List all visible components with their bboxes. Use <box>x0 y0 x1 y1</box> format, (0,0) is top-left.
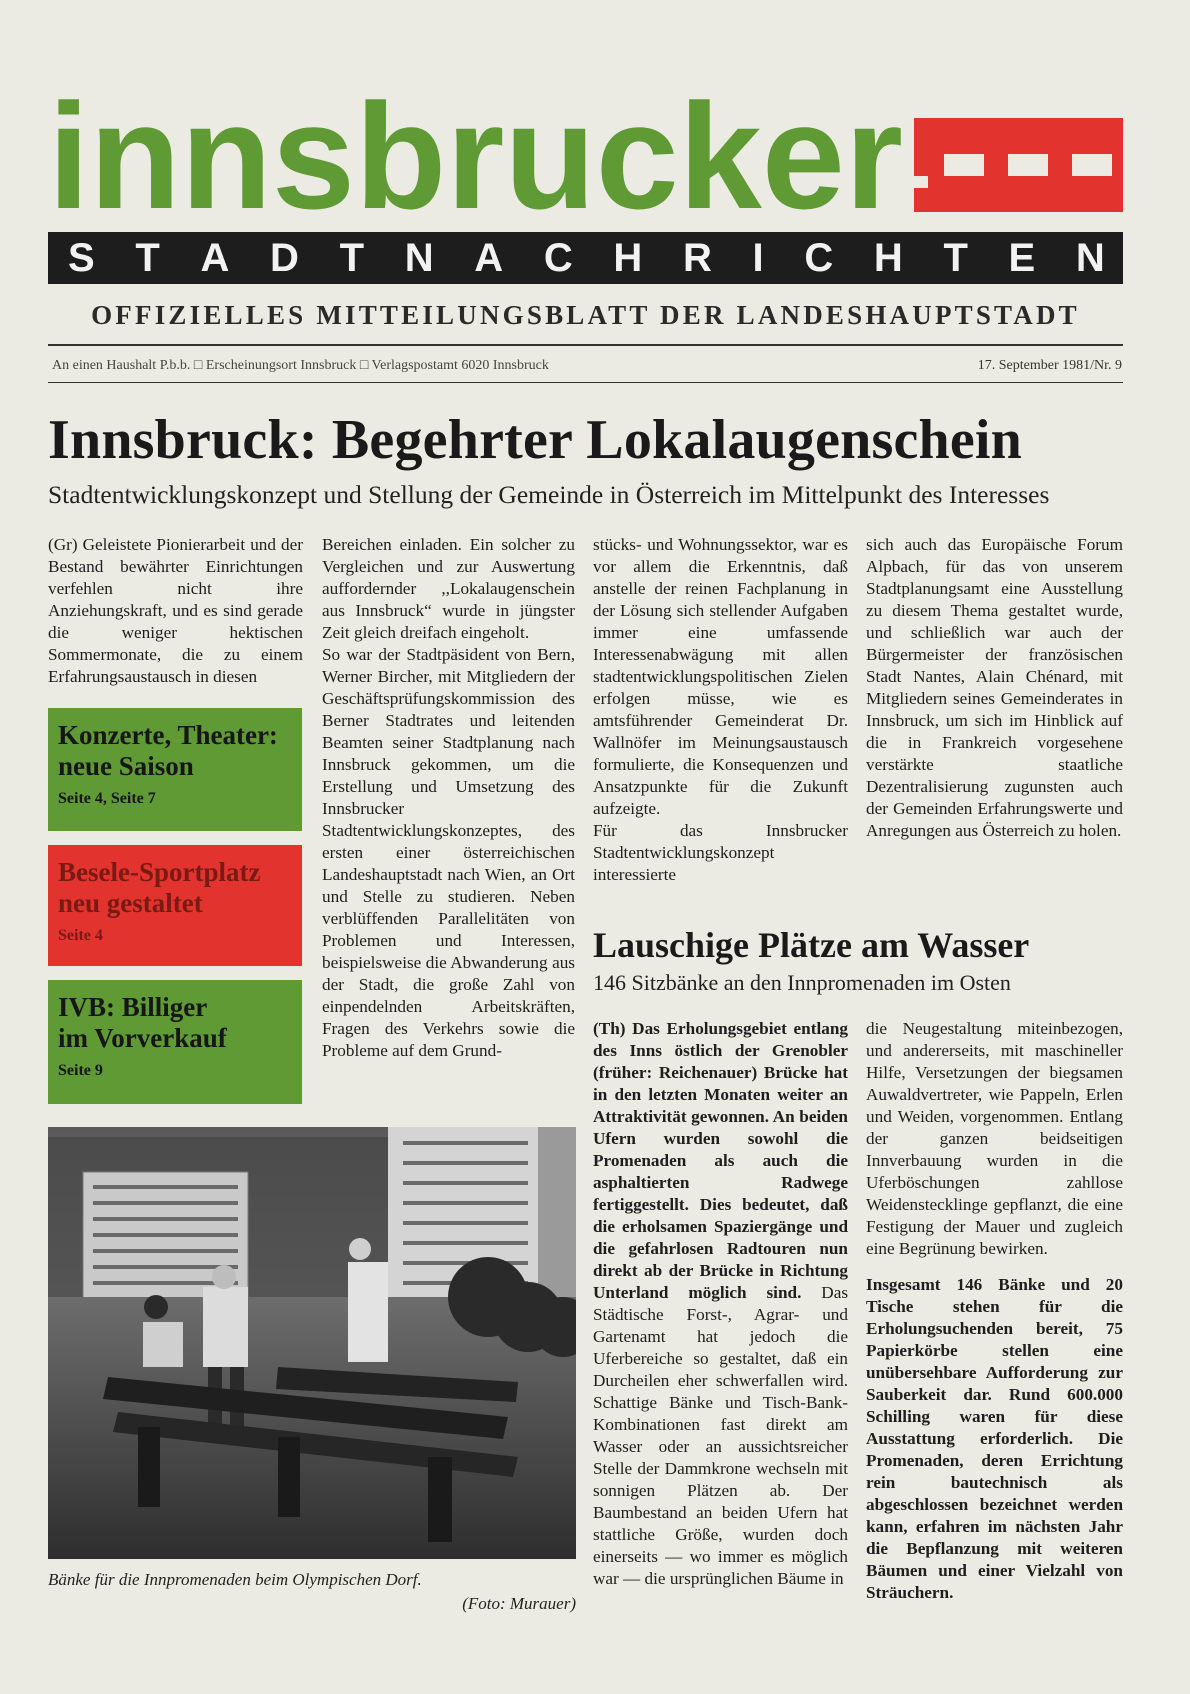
teaser-title <box>58 720 292 782</box>
divider <box>48 344 1123 346</box>
teaser-pages: Seite 9 <box>58 1062 103 1079</box>
paragraph: Für das Innsbrucker Stadtentwicklungskonzept interessierte <box>593 821 848 884</box>
stadtnachrichten-bar <box>48 232 1123 284</box>
paragraph: (Gr) Geleistete Pionierarbeit und der Bestand bewährter Einrichtungen verfehlen nicht ihre Anziehungskraft, und es sind gerade die weniger hektischen Sommermonate, die zu einem Erfahrungsaustausch in diesen <box>48 535 303 686</box>
lead-column-1 <box>48 534 303 688</box>
masthead-subtitle: OFFIZIELLES MITTEILUNGSBLATT DER LANDESHAUPTSTADT <box>91 300 1080 330</box>
paragraph: stücks- und Wohnungssektor, war es vor allem die Erkenntnis, daß anstelle der reinen Fachplanung in der Lösung sich stellender Aufgaben immer eine umfassende Interessenabwägung mit allen stadtentwicklungspolitischen Zielen erfolgen müsse, wie es amtsführender Gemeinderat Dr. Wallnöfer im Meinungsaustausch formulierte, die Konsequenzen und Ansatzpunkte für die Zukunft aufzeigte. <box>593 535 848 818</box>
caption-text: Bänke für die Innpromenaden beim Olympischen Dorf. <box>48 1570 422 1589</box>
masthead-logo <box>48 70 1123 220</box>
paragraph: So war der Stadtpäsident von Bern, Werner Bircher, mit Mitgliedern der Geschäftsprüfungskommission des Berner Stadtrates und leitenden Beamten seiner Stadtplanung nach Innsbruck gekommen, um die Erstellung und Umsetzung des Innsbrucker Stadtentwicklungskonzeptes, des ersten einer österreichischen Landeshauptstadt nach Wien, an Ort und Stelle zu studieren. Neben verblüffenden Parallelitäten von Problemen und Interessen, beispielsweise die Abwanderung aus der Stadt, die große Zahl von einpendelnden Arbeitskräften, Fragen des Verkehrs sowie die Probleme auf dem Grund- <box>322 645 575 1060</box>
letter: D <box>270 235 299 280</box>
teaser-title <box>58 857 292 919</box>
teaser-title-line: IVB: Billiger <box>58 992 208 1022</box>
letter: N <box>1075 235 1105 280</box>
paragraph: Bereichen einladen. Ein solcher zu Vergleichen und zur Auswertung auffordernder ,,Lokalaugenschein aus Innsbruck“ wurde in jüngster Zeit gleich dreifach eingeholt. <box>322 535 575 642</box>
article2-headline: Lauschige Plätze am Wasser <box>593 925 1030 965</box>
teaser-title-line: Konzerte, Theater: <box>58 720 278 750</box>
letter: A <box>200 235 230 280</box>
teaser-title-line: neue Saison <box>58 751 194 781</box>
photo-caption <box>48 1568 576 1616</box>
letter: E <box>1008 235 1036 280</box>
paragraph: die Neugestaltung miteinbezogen, und andererseits, mit maschineller Hilfe, Versetzungen der biegsamen Auwaldvertreter, wie Pappeln, Erlen und Weiden, vorgenommen. Entlang der ganzen beidseitigen Innverbauung wurden in die Uferböschungen zahllose Weidenstecklinge gepflanzt, die eine Festigung der Mauer und zugleich eine Begrünung bewirken. <box>866 1019 1123 1258</box>
lead-bold-text: (Th) Das Erholungsgebiet entlang des Inns östlich der Grenobler (früher: Reichenauer) Brücke hat in den letzten Monaten weiter an Attraktivität gewonnen. An beiden Ufern wurden sowohl die Promenaden als auch die asphaltierten Radwege fertiggestellt. Dies bedeutet, daß die erholsamen Spaziergänge und die gefahrlosen Radtouren nun direkt ab der Brücke in Richtung Unterland möglich sind. <box>593 1019 848 1302</box>
paragraph-bold: Insgesamt 146 Bänke und 20 Tische stehen für die Erholungsuchenden bereit, 75 Papierkörbe stellen eine unübersehbare Aufforderung zur Sauberkeit dar. Rund 600.000 Schilling waren für diese Ausstattung erforderlich. Die Promenaden, deren Errichtung rein bautechnisch als abgeschlossen bezeichnet werden kann, erfahren im nächsten Jahr die Bepflanzung mit weiteren Bäumen und einer Vielzahl von Sträuchern. <box>866 1275 1123 1602</box>
issue-date: 17. September 1981/Nr. 9 <box>977 358 1122 373</box>
divider <box>48 382 1123 383</box>
stadtnachrichten-letters <box>48 232 1123 284</box>
teaser-konzerte[interactable] <box>48 708 302 831</box>
photo-credit: (Foto: Murauer) <box>462 1594 576 1613</box>
lead-column-3 <box>593 534 848 886</box>
teaser-title-line: neu gestaltet <box>58 888 203 918</box>
logo-wordmark: innsbrucker <box>48 72 903 220</box>
innsbruck-bridge-emblem <box>914 118 1123 212</box>
letter: C <box>804 235 834 280</box>
letter: R <box>682 235 712 280</box>
paragraph: sich auch das Europäische Forum Alpbach, für das von unserem Stadtplanungsamt eine Ausstellung zu diesem Thema gestaltet wurde, und schließlich war auch der Bürgermeister der französischen Stadt Nantes, Alain Chénard, mit Mitgliedern seines Gemeinderates in Innsbruck, um sich im Hinblick auf die in Frankreich vorgesehene verstärkte staatliche Dezentralisierung zugunsten auch der Gemeinden Erfahrungswerte und Anregungen aus Österreich zu holen. <box>866 535 1123 840</box>
letter: I <box>752 235 764 280</box>
letter: A <box>474 235 504 280</box>
lead-subheadline: Stadtentwicklungskonzept und Stellung der Gemeinde in Österreich im Mittelpunkt des Interesses <box>48 480 1050 509</box>
lead-column-4 <box>866 534 1123 842</box>
body-text: Das Städtische Forst-, Agrar- und Gartenamt hat jedoch die Uferbereiche so gestaltet, daß ein Durcheilen eher schwerfallen wird. Schattige Bänke und Tisch-Bank-Kombinationen fast direkt am Wasser oder an aussichtsreicher Stelle der Dammkrone wechseln mit sonnigen Plätzen ab. Der Baumbestand an beiden Ufern hat stattliche Größe, wurden doch einerseits — wo immer es möglich war — die ursprünglichen Bäume in <box>593 1283 849 1588</box>
teaser-title-line: Besele-Sportplatz <box>58 857 261 887</box>
letter: T <box>339 235 365 280</box>
letter: H <box>613 235 643 280</box>
teaser-pages: Seite 4, Seite 7 <box>58 790 156 807</box>
letter: H <box>873 235 903 280</box>
letter: T <box>135 235 160 280</box>
teaser-ivb[interactable] <box>48 980 302 1104</box>
lead-headline: Innsbruck: Begehrter Lokalaugenschein <box>48 409 1023 471</box>
teaser-title <box>58 992 292 1054</box>
letter: N <box>404 235 434 280</box>
postal-info: An einen Haushalt P.b.b. □ Erscheinungsort Innsbruck □ Verlagspostamt 6020 Innsbruck <box>52 358 549 373</box>
letter: T <box>943 235 968 280</box>
article2-column-2 <box>866 1018 1123 1604</box>
teaser-pages: Seite 4 <box>58 927 103 944</box>
article2-column-1 <box>593 1018 848 1590</box>
teaser-title-line: im Vorverkauf <box>58 1023 227 1053</box>
teaser-sportplatz[interactable] <box>48 845 302 966</box>
article2-subheadline: 146 Sitzbänke an den Innpromenaden im Osten <box>593 970 1011 995</box>
letter: S <box>68 235 95 280</box>
lead-column-2 <box>322 534 575 1062</box>
paragraph <box>593 1018 848 1590</box>
bench-photo <box>48 1127 576 1559</box>
letter: C <box>543 235 573 280</box>
